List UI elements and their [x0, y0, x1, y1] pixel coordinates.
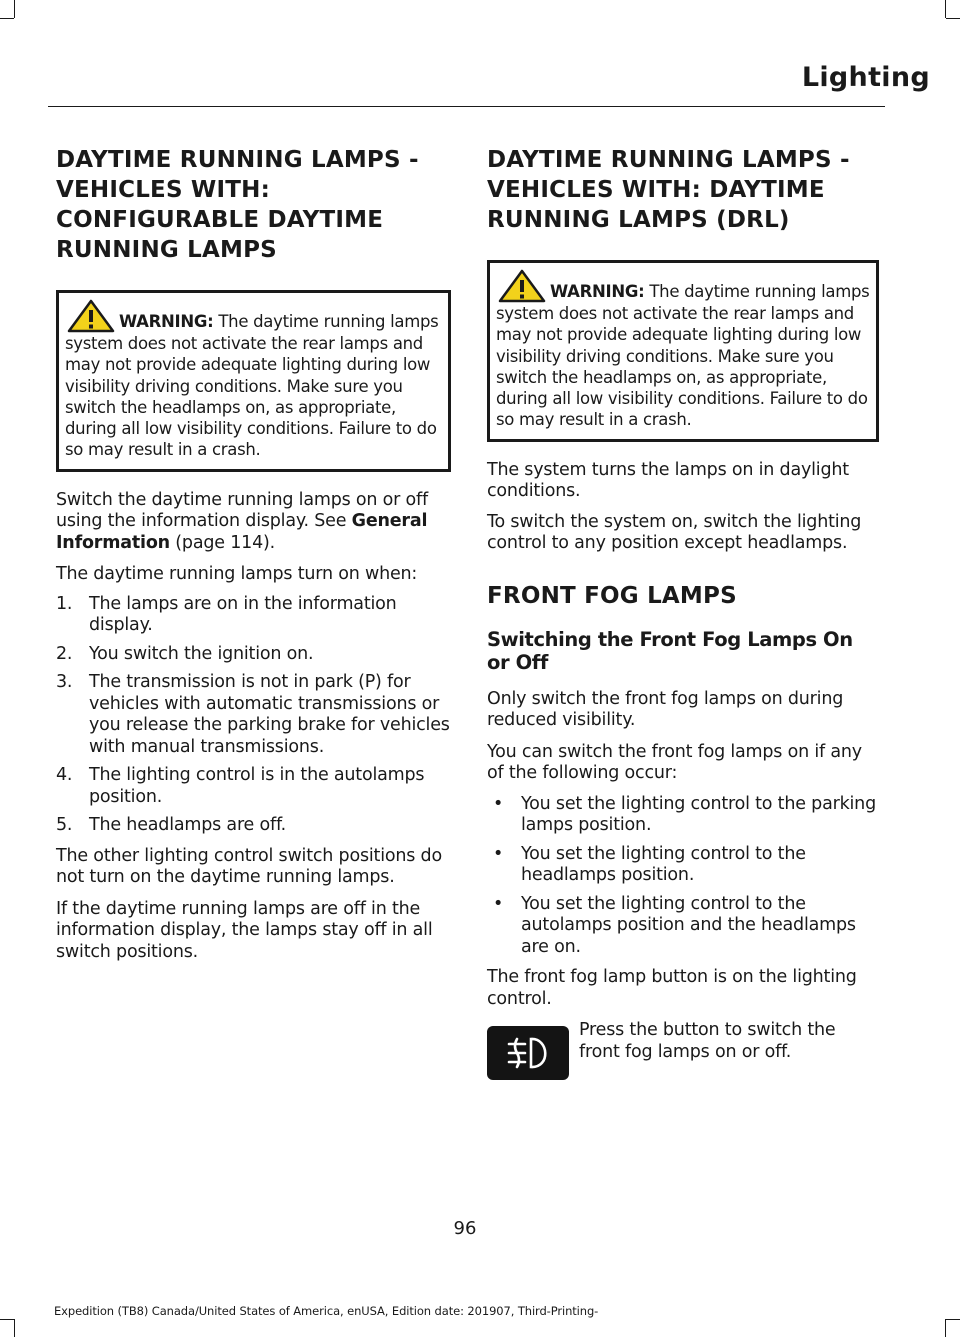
list-item-text: You set the lighting control to the headlamps position. [521, 843, 806, 886]
intro-text: Switch the daytime running lamps on or off using the information display. See [56, 489, 428, 532]
press-button-text: Press the button to switch the front fog lamps on or off. [579, 1020, 836, 1062]
intro-paragraph [56, 490, 451, 555]
warning-box [56, 290, 451, 472]
conditions-paragraph: You can switch the front fog lamps on if any of the following occur: [487, 741, 862, 784]
list-intro: The daytime running lamps turn on when: [56, 564, 418, 585]
list-item [56, 765, 451, 808]
crop-mark [946, 18, 960, 19]
left-column [56, 145, 451, 963]
list-item-text: You set the lighting control to the autolamps position and the headlamps are on. [521, 893, 856, 957]
switch-on-paragraph: To switch the system on, switch the lighting control to any position except headlamps. [487, 511, 862, 554]
off-in-display-paragraph: If the daytime running lamps are off in the information display, the lamps stay off in all switch positions. [56, 898, 433, 962]
list-item [56, 594, 451, 637]
warning-text: The daytime running lamps system does not activate the rear lamps and may not provide adequate lighting during low visibility driving conditions. Make sure you switch the headlamps on, as appropriate, during all low visibility conditions. Failure to do so may result in a crash. [65, 312, 439, 460]
list-number: 4. [56, 765, 73, 786]
bullet-marker: • [493, 793, 504, 814]
warning-box [487, 260, 879, 442]
front-fog-lamp-icon [487, 1026, 569, 1080]
list-item [487, 794, 879, 837]
list-item [487, 844, 879, 887]
crop-mark [945, 0, 946, 18]
warning-label: WARNING: [550, 282, 645, 301]
crop-mark [945, 1319, 946, 1337]
list-item-text: You switch the ignition on. [89, 643, 314, 664]
crop-mark [14, 0, 15, 18]
bullet-marker: • [493, 893, 504, 914]
warning-triangle-icon [498, 269, 546, 303]
edition-footer: Expedition (TB8) Canada/United States of America, enUSA, Edition date: 201907, Third-Printing- [54, 1304, 599, 1318]
button-location-paragraph: The front fog lamp button is on the lighting control. [487, 967, 857, 1009]
list-item-text: The headlamps are off. [89, 815, 287, 836]
list-item-text: The transmission is not in park (P) for vehicles with automatic transmissions or you release the parking brake for vehicles with manual transmissions. [89, 672, 450, 757]
list-item [487, 894, 879, 959]
warning-label: WARNING: [119, 312, 214, 331]
crop-mark [14, 1319, 15, 1337]
daylight-paragraph: The system turns the lamps on in daylight conditions. [487, 459, 849, 502]
page-header-title: Lighting [801, 62, 930, 93]
list-item-text: The lighting control is in the autolamps position. [89, 765, 425, 807]
fog-lamp-symbol-icon [487, 1026, 569, 1080]
header-rule [48, 106, 885, 107]
list-item-text: The lamps are on in the information display. [89, 593, 397, 636]
list-item-text: You set the lighting control to the parking lamps position. [521, 793, 876, 836]
list-number: 2. [56, 643, 73, 664]
fog-button-row [487, 1020, 879, 1080]
subheading-switching-fog-lamps: Switching the Front Fog Lamps On or Off [487, 627, 853, 674]
intro-page-ref: (page 114). [169, 532, 275, 553]
activation-list [56, 594, 451, 837]
bullet-marker: • [493, 843, 504, 864]
crop-mark [946, 1319, 960, 1320]
section-heading-front-fog-lamps: FRONT FOG LAMPS [487, 582, 737, 609]
list-item [56, 644, 451, 666]
list-item [56, 815, 451, 837]
list-number: 1. [56, 593, 73, 614]
section-heading-drl: DAYTIME RUNNING LAMPS - VEHICLES WITH: DAYTIME RUNNING LAMPS (DRL) [487, 147, 850, 233]
warning-text: The daytime running lamps system does not activate the rear lamps and may not provide adequate lighting during low visibility driving conditions. Make sure you switch the headlamps on, as appropriate, during all low visibility conditions. Failure to do so may result in a crash. [496, 282, 870, 430]
reduced-visibility-paragraph: Only switch the front fog lamps on during reduced visibility. [487, 688, 844, 731]
fog-conditions-list [487, 794, 879, 959]
list-number: 5. [56, 815, 73, 836]
right-column [487, 145, 879, 1080]
section-heading-configurable-drl: DAYTIME RUNNING LAMPS - VEHICLES WITH: CONFIGURABLE DAYTIME RUNNING LAMPS [56, 147, 419, 263]
general-information-link[interactable]: General Information [56, 511, 428, 553]
warning-triangle-icon [67, 299, 115, 333]
list-number: 3. [56, 672, 73, 693]
other-positions-paragraph: The other lighting control switch positions do not turn on the daytime running lamps. [56, 845, 442, 888]
crop-mark [0, 18, 14, 19]
crop-mark [0, 1319, 14, 1320]
page-number: 96 [453, 1218, 477, 1239]
list-item [56, 672, 451, 758]
